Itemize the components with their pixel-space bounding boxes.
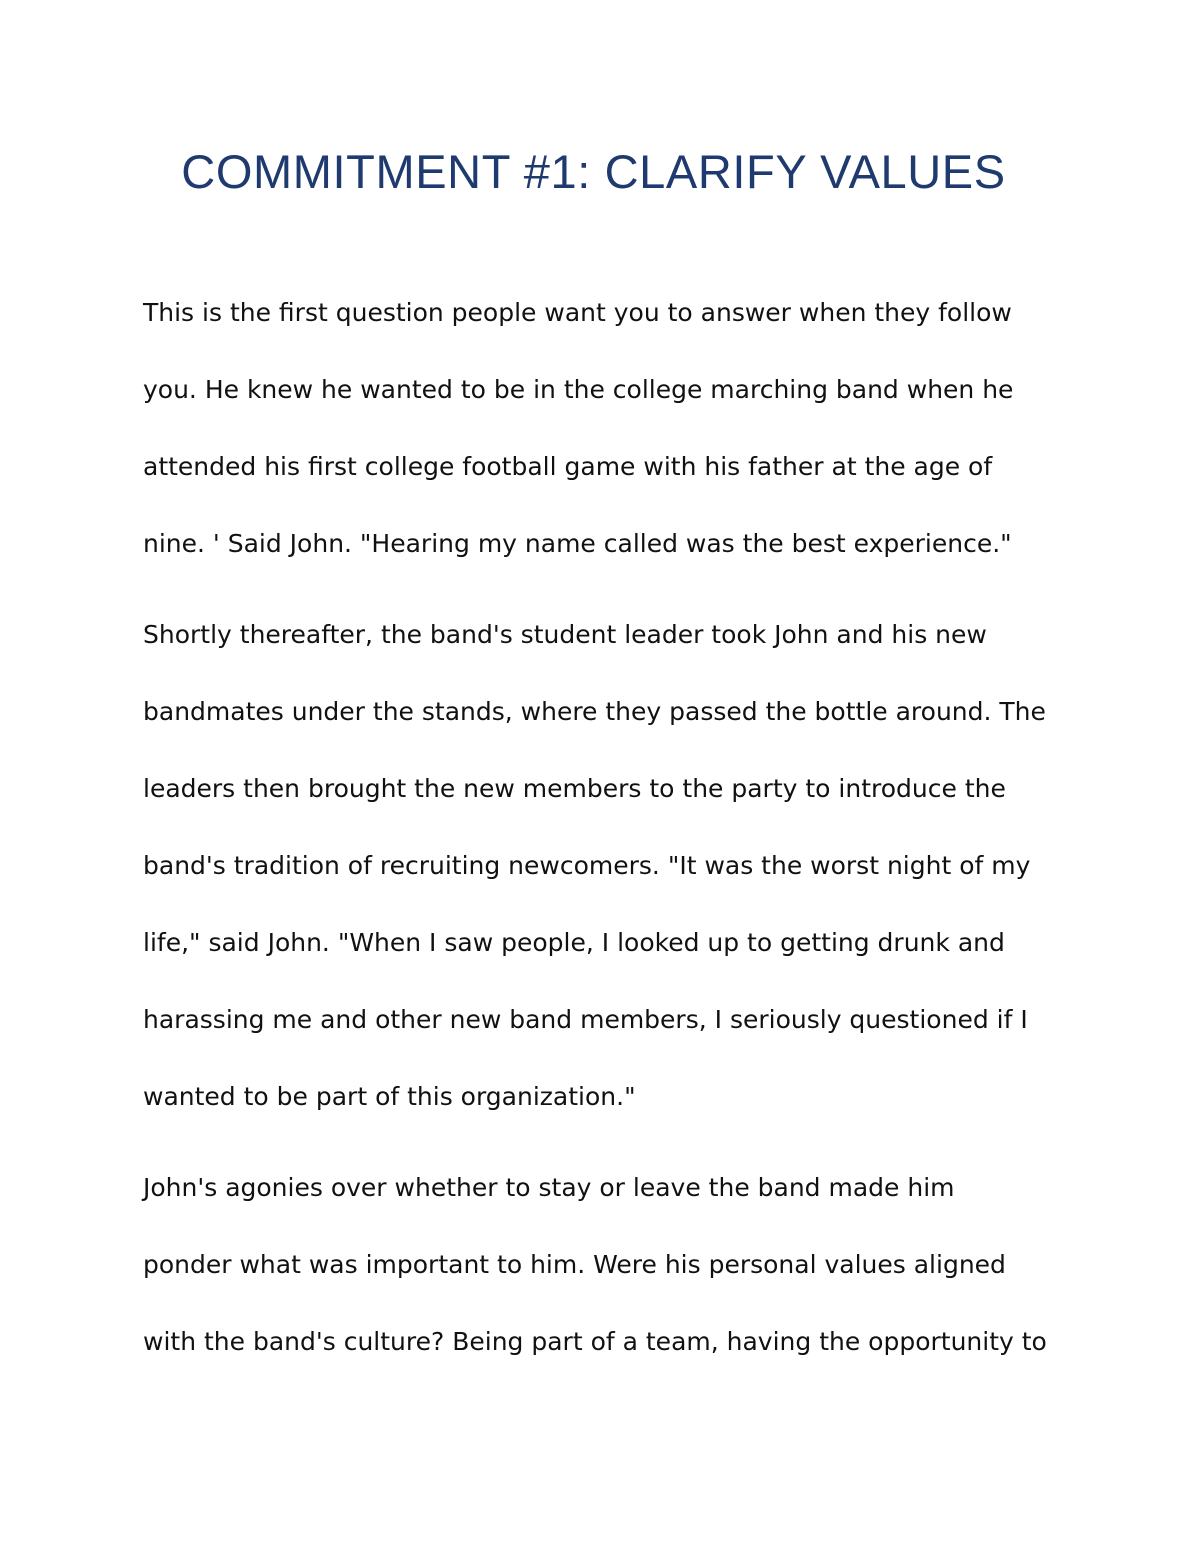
page-title: COMMITMENT #1: CLARIFY VALUES (181, 145, 1006, 198)
paragraph-line: bandmates under the stands, where they passed the bottle around. The (143, 697, 1046, 726)
paragraph-line: ponder what was important to him. Were his personal values aligned (143, 1250, 1006, 1279)
paragraph-line: band's tradition of recruiting newcomers. "It was the worst night of my (143, 851, 1031, 880)
paragraph-line: harassing me and other new band members, I seriously questioned if I (143, 1005, 1028, 1034)
paragraph-line: leaders then brought the new members to the party to introduce the (143, 774, 1006, 803)
paragraph-line: This is the first question people want you to answer when they follow (143, 298, 1012, 327)
paragraph-line: wanted to be part of this organization." (143, 1082, 636, 1111)
paragraph-line: you. He knew he wanted to be in the college marching band when he (143, 375, 1014, 404)
paragraph-line: nine. ' Said John. "Hearing my name called was the best experience." (143, 529, 1012, 558)
paragraph-line: John's agonies over whether to stay or leave the band made him (143, 1173, 955, 1202)
paragraph-line: Shortly thereafter, the band's student leader took John and his new (143, 620, 987, 649)
paragraph-line: attended his first college football game with his father at the age of (143, 452, 993, 481)
paragraph-line: life," said John. "When I saw people, I looked up to getting drunk and (143, 928, 1005, 957)
paragraph-line: with the band's culture? Being part of a team, having the opportunity to (143, 1327, 1047, 1356)
